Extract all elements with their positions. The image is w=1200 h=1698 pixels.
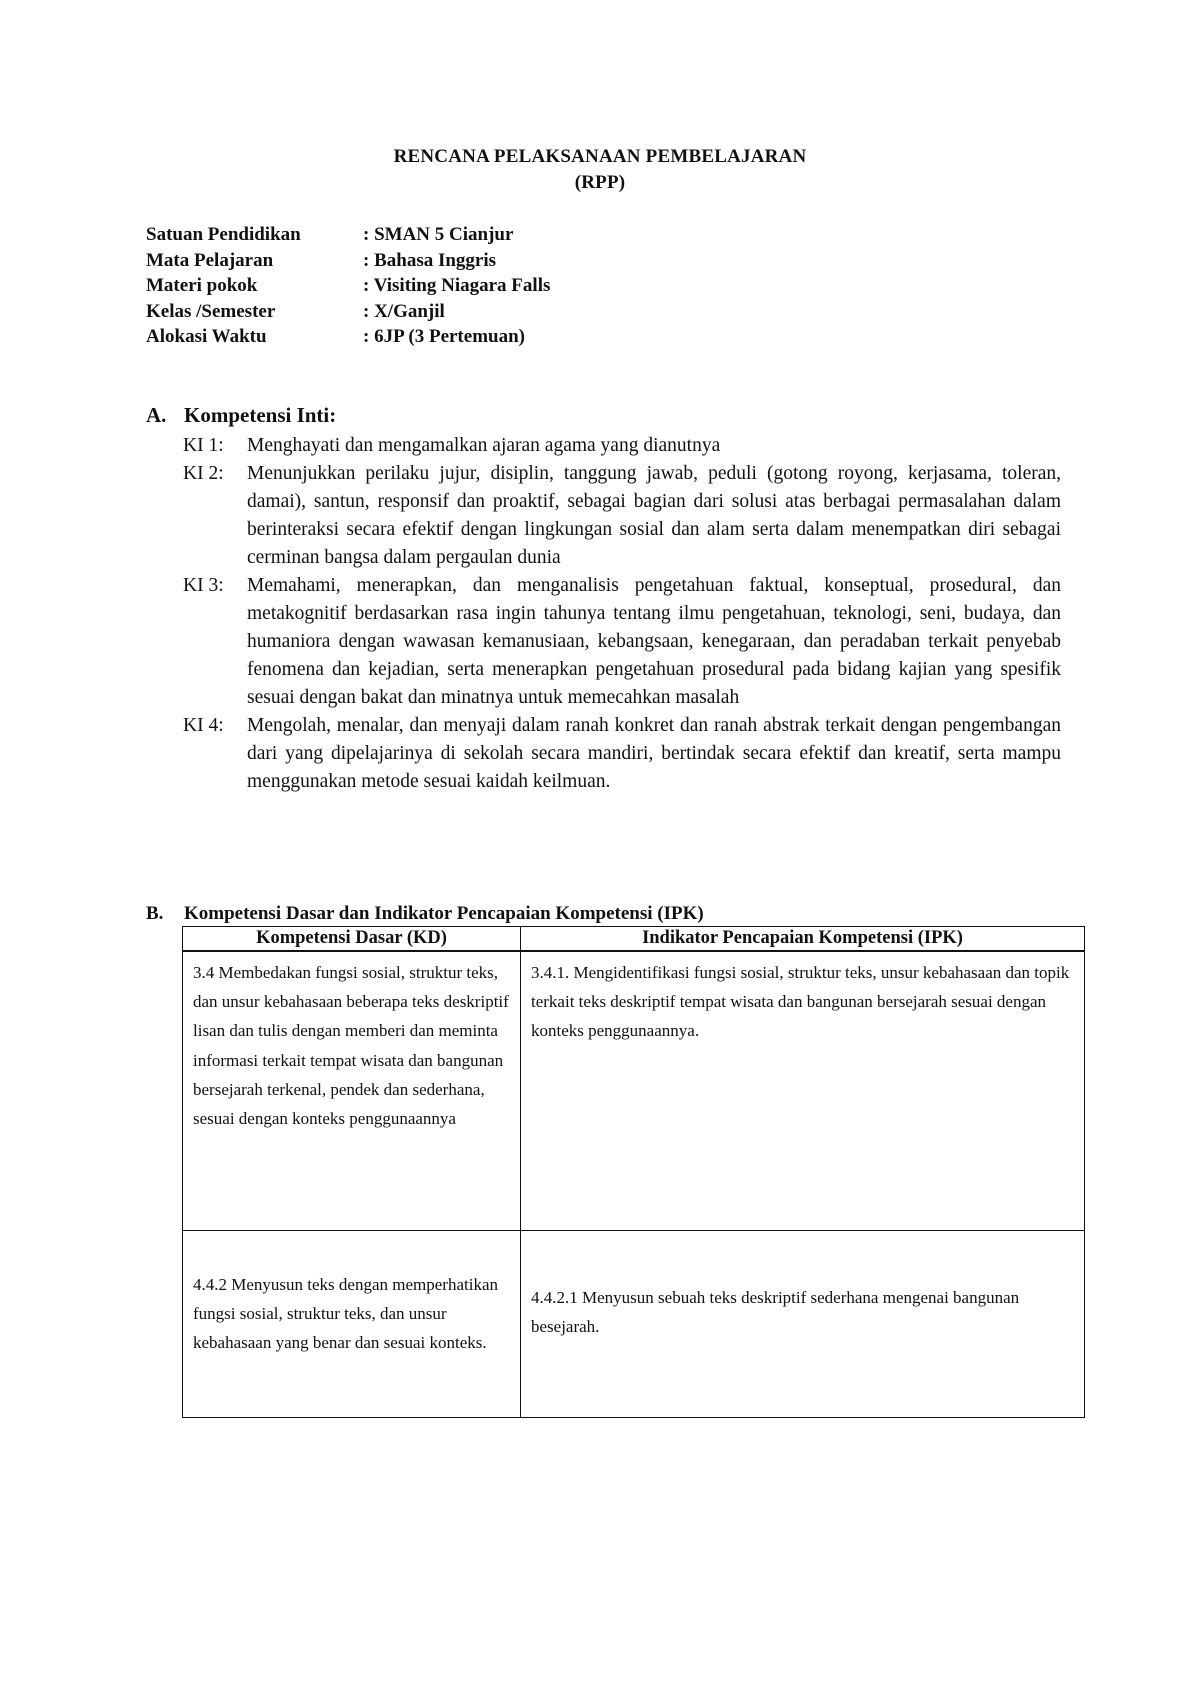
cell-text: 3.4 Membedakan fungsi sosial, struktur teks, dan unsur kebahasaan beberapa teks deskriptif lisan dan tulis dengan memberi dan meminta informasi terkait tempat wisata dan bangunan bersejarah terkenal, pendek dan sederhana, sesuai dengan konteks penggunaannya	[193, 963, 509, 1129]
identity-label: Satuan Pendidikan	[146, 224, 301, 245]
identity-value: : Visiting Niagara Falls	[363, 275, 551, 296]
section-title: Kompetensi Dasar dan Indikator Pencapaian Kompetensi (IPK)	[184, 903, 704, 924]
table-cell-ipk	[521, 951, 1085, 1231]
ki-item	[183, 432, 1061, 460]
ki-number: KI 1:	[183, 435, 224, 456]
identity-value: : Bahasa Inggris	[363, 249, 497, 271]
column-header-kd: Kompetensi Dasar (KD)	[183, 927, 521, 952]
kd-ipk-table	[182, 926, 1085, 1418]
identity-value: : X/Ganjil	[363, 300, 445, 322]
ki-number: KI 3:	[183, 575, 224, 596]
table-cell-kd	[183, 951, 521, 1231]
cell-text: 4.4.2 Menyusun teks dengan memperhatikan fungsi sosial, struktur teks, dan unsur kebahasaan yang benar dan sesuai konteks.	[193, 1275, 498, 1353]
identity-row-materi-pokok	[146, 273, 550, 299]
section-letter: A.	[146, 403, 167, 427]
column-header-ipk: Indikator Pencapaian Kompetensi (IPK)	[521, 927, 1085, 952]
table-header-row	[183, 927, 1085, 952]
identity-value: : SMAN 5 Cianjur	[363, 224, 514, 245]
ki-item	[183, 572, 1061, 712]
identity-label: Alokasi Waktu	[146, 326, 267, 347]
ki-text: Menghayati dan mengamalkan ajaran agama yang dianutnya	[247, 435, 721, 456]
table-row	[183, 951, 1085, 1231]
kompetensi-inti-list	[183, 432, 1061, 796]
ki-text: Menunjukkan perilaku jujur, disiplin, tanggung jawab, peduli (gotong royong, kerjasama, toleran, damai), santun, responsif dan proaktif, sebagai bagian dari solusi atas berbagai permasalahan dalam berinteraksi secara efektif dengan lingkungan sosial dan alam serta dalam menempatkan diri sebagai cerminan bangsa dalam pergaulan dunia	[247, 463, 1061, 568]
table-cell-ipk	[521, 1231, 1085, 1418]
ki-number: KI 4:	[183, 715, 224, 736]
document-subtitle: (RPP)	[574, 172, 626, 193]
ki-number: KI 2:	[183, 463, 224, 484]
section-b-heading	[146, 903, 704, 925]
identity-label: Kelas /Semester	[146, 300, 276, 322]
document-title: RENCANA PELAKSANAAN PEMBELAJARAN	[393, 146, 807, 167]
ki-item	[183, 712, 1061, 796]
identity-row-satuan-pendidikan	[146, 222, 550, 248]
identity-row-alokasi-waktu	[146, 324, 550, 350]
cell-text: 3.4.1. Mengidentifikasi fungsi sosial, struktur teks, unsur kebahasaan dan topik terkait teks deskriptif tempat wisata dan bangunan bersejarah sesuai dengan konteks penggunaannya.	[531, 963, 1070, 1041]
identity-row-kelas-semester	[146, 299, 550, 325]
section-a-heading	[146, 403, 336, 428]
identity-label: Materi pokok	[146, 275, 258, 296]
identity-block	[146, 222, 550, 350]
identity-value: : 6JP (3 Pertemuan)	[363, 326, 525, 347]
ki-text: Mengolah, menalar, dan menyaji dalam ranah konkret dan ranah abstrak terkait dengan pengembangan dari yang dipelajarinya di sekolah secara mandiri, bertindak secara efektif dan kreatif, serta mampu menggunakan metode sesuai kaidah keilmuan.	[247, 715, 1061, 792]
cell-text: 4.4.2.1 Menyusun sebuah teks deskriptif sederhana mengenai bangunan besejarah.	[531, 1288, 1020, 1337]
identity-row-mata-pelajaran	[146, 248, 550, 274]
section-title: Kompetensi Inti:	[184, 403, 337, 427]
table-cell-kd	[183, 1231, 521, 1418]
section-letter: B.	[146, 903, 164, 924]
table-row	[183, 1231, 1085, 1418]
ki-text: Memahami, menerapkan, dan menganalisis pengetahuan faktual, konseptual, prosedural, dan metakognitif berdasarkan rasa ingin tahunya tentang ilmu pengetahuan, teknologi, seni, budaya, dan humaniora dengan wawasan kemanusiaan, kebangsaan, kenegaraan, dan peradaban terkait penyebab fenomena dan kejadian, serta menerapkan pengetahuan prosedural pada bidang kajian yang spesifik sesuai dengan bakat dan minatnya untuk memecahkan masalah	[247, 575, 1061, 708]
ki-item	[183, 460, 1061, 572]
identity-label: Mata Pelajaran	[146, 249, 274, 271]
